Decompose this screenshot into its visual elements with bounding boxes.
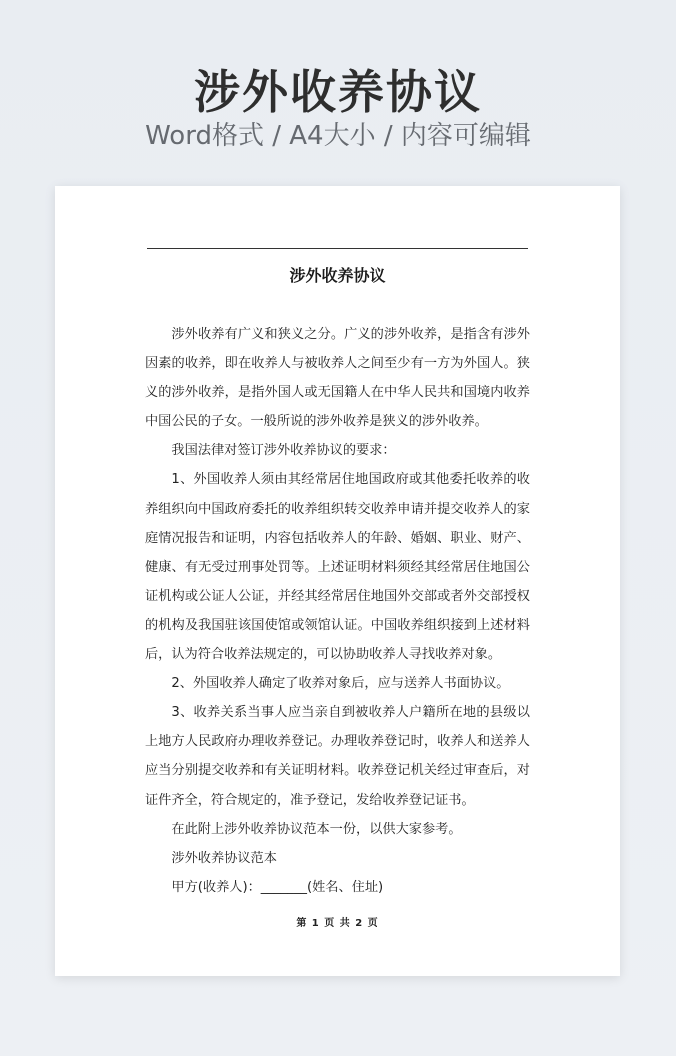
paragraph-intro: 涉外收养有广义和狭义之分。广义的涉外收养，是指含有涉外因素的收养，即在收养人与被收养人之间至少有一方为外国人。狭义的涉外收养，是指外国人或无国籍人在中华人民共和国境内收养中国公民的子女。一般所说的涉外收养是狭义的涉外收养。 bbox=[145, 327, 530, 430]
document-body bbox=[145, 320, 530, 902]
document-page bbox=[55, 186, 620, 976]
banner-title: 涉外收养协议 bbox=[194, 65, 482, 119]
paragraph-requirements-heading: 我国法律对签订涉外收养协议的要求： bbox=[171, 443, 396, 459]
paragraph-attachment-note: 在此附上涉外收养协议范本一份，以供大家参考。 bbox=[171, 821, 462, 837]
paragraph-party-a: 甲方(收养人)：_______(姓名、住址) bbox=[171, 879, 384, 895]
paragraph-template-title: 涉外收养协议范本 bbox=[171, 850, 277, 866]
page-number: 第 1 页 共 2 页 bbox=[296, 918, 379, 929]
paragraph-requirement-2: 2、外国收养人确定了收养对象后，应与送养人书面协议。 bbox=[171, 676, 510, 692]
paragraph-requirement-1: 1、外国收养人须由其经常居住地国政府或其他委托收养的收养组织向中国政府委托的收养组织转交收养申请并提交收养人的家庭情况报告和证明，内容包括收养人的年龄、婚姻、职业、财产、健康、有无受过刑事处罚等。上述证明材料须经其经常居住地国公证机构或公证人公证，并经其经常居住地国外交部或者外交部授权的机构及我国驻该国使馆或领馆认证。中国收养组织接到上述材料后，认为符合收养法规定的，可以协助收养人寻找收养对象。 bbox=[145, 472, 530, 663]
paragraph-requirement-3: 3、收养关系当事人应当亲自到被收养人户籍所在地的县级以上地方人民政府办理收养登记。办理收养登记时，收养人和送养人应当分别提交收养和有关证明材料。收养登记机关经过审查后，对证件齐全，符合规定的，准予登记，发给收养登记证书。 bbox=[145, 705, 530, 808]
document-title: 涉外收养协议 bbox=[289, 266, 386, 285]
header-rule bbox=[147, 248, 528, 249]
banner-subtitle: Word格式 / A4大小 / 内容可编辑 bbox=[145, 121, 531, 151]
